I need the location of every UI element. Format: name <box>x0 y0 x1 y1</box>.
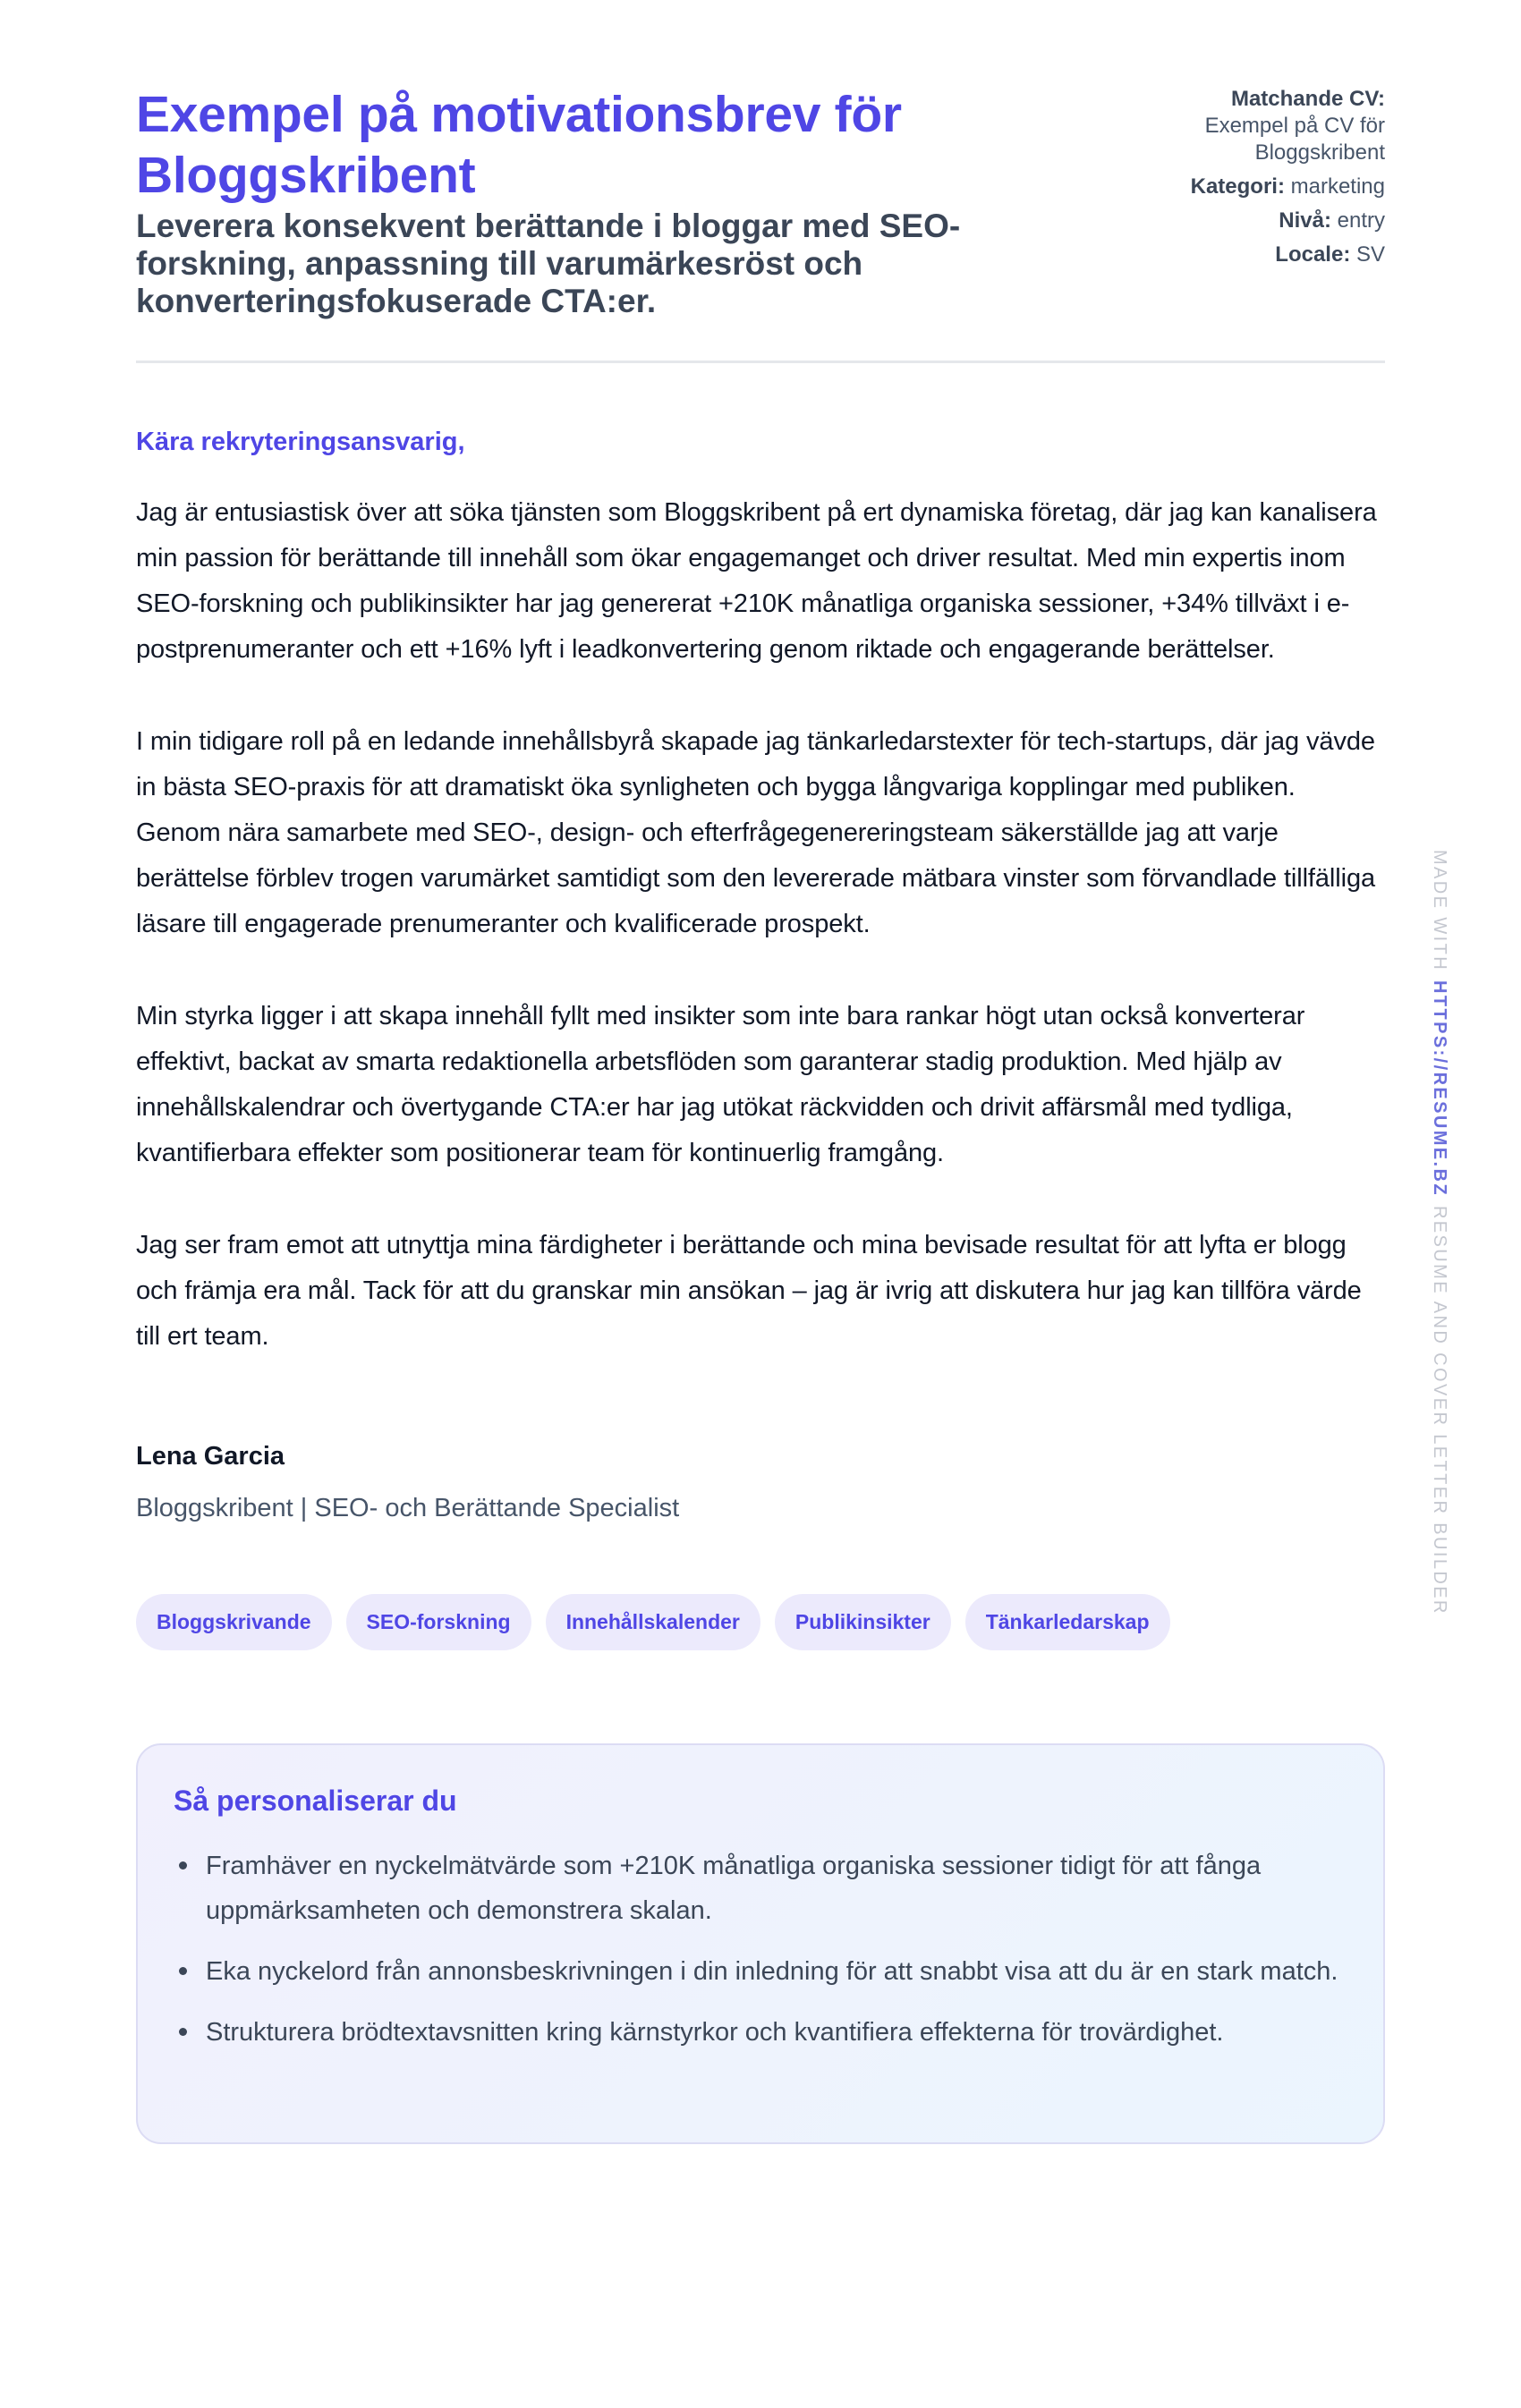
paragraph-1: Jag är entusiastisk över att söka tjänsten som Bloggskribent på ert dynamiska företag, där jag kan kanalisera min passion för berättande till innehåll som ökar engagemanget och driver resultat. Med min expertis inom SEO-forskning och publikinsikter har jag genererat +210K månatliga organiska sessioner, +34% tillväxt i e-postprenumeranter och ett +16% lyft i leadkonvertering genom riktade och engagerande berättelser. <box>136 498 1377 664</box>
tip-text: Strukturera brödtextavsnitten kring kärnstyrkor och kvantifiera effekterna för trovärdighet. <box>206 2018 1224 2047</box>
meta-level <box>1117 208 1385 234</box>
meta-category <box>1117 174 1385 200</box>
tip-item <box>174 1949 1347 1994</box>
tip-item <box>174 1844 1347 1933</box>
page-header <box>136 0 1385 363</box>
meta-locale-value: SV <box>1355 242 1385 267</box>
watermark-suffix: RESUME AND COVER LETTER BUILDER <box>1430 1205 1449 1615</box>
watermark-prefix: MADE WITH <box>1430 850 1449 972</box>
tag-innehallskalender: Innehållskalender <box>546 1594 760 1650</box>
vertical-watermark <box>1430 850 1467 1615</box>
skill-tags <box>136 1594 1385 1650</box>
tip-text: Framhäver en nyckelmätvärde som +210K månatliga organiska sessioner tidigt för att fånga uppmärksamheten och demonstrera skalan. <box>206 1852 1262 1925</box>
bullet-icon <box>179 1861 187 1870</box>
signature-name: Lena Garcia <box>136 1442 285 1471</box>
meta-matching-cv <box>1117 86 1385 166</box>
meta-locale <box>1117 242 1385 268</box>
paragraph-3: Min styrka ligger i att skapa innehåll fyllt med insikter som inte bara rankar högt utan också konverterar effektivt, backat av smarta redaktionella arbetsflöden som garanterar stadig produktion. Med hjälp av innehållskalendrar och övertygande CTA:er har jag utökat räckvidden och drivit affärsmål med tydliga, kvantifierbara effekter som positionerar team för kontinuerlig framgång. <box>136 1002 1305 1167</box>
page-title: Exempel på motivationsbrev för Bloggskribent <box>136 86 902 204</box>
title-block <box>136 84 968 320</box>
watermark-text <box>1429 850 1449 1615</box>
bullet-icon <box>179 1967 187 1975</box>
meta-locale-label: Locale: <box>1275 242 1351 267</box>
meta-level-value: entry <box>1337 208 1385 233</box>
tag-bloggskrivande: Bloggskrivande <box>136 1594 332 1650</box>
personalization-tips-box <box>136 1743 1385 2144</box>
greeting: Kära rekryteringsansvarig, <box>136 428 465 456</box>
cover-letter-page <box>136 0 1385 2144</box>
tips-title: Så personaliserar du <box>174 1785 457 1817</box>
bullet-icon <box>179 2028 187 2036</box>
tag-seo-forskning: SEO-forskning <box>346 1594 531 1650</box>
letter-body <box>136 363 1385 2144</box>
tip-item <box>174 2010 1347 2055</box>
meta-category-value: marketing <box>1290 174 1385 199</box>
signature <box>136 1438 1385 1526</box>
tag-tankarledarskap: Tänkarledarskap <box>965 1594 1170 1650</box>
watermark-link[interactable]: HTTPS://RESUME.BZ <box>1430 980 1449 1197</box>
meta-level-label: Nivå: <box>1279 208 1331 233</box>
paragraph-2: I min tidigare roll på en ledande innehållsbyrå skapade jag tänkarledarstexter för tech-startups, där jag vävde in bästa SEO-praxis för att dramatiskt öka synligheten och bygga långvariga kopplingar med publiken. Genom nära samarbete med SEO-, design- och efterfrågegenereringsteam säkerställde jag att varje berättelse förblev trogen varumärket samtidigt som den levererade mätbara vinster som förvandlade tillfälliga läsare till engagerade prenumeranter och kvalificerade prospekt. <box>136 727 1375 938</box>
tip-text: Eka nyckelord från annonsbeskrivningen i din inledning för att snabbt visa att du är en stark match. <box>206 1957 1338 1986</box>
paragraph-4: Jag ser fram emot att utnyttja mina färdigheter i berättande och mina bevisade resultat för att lyfta er blogg och främja era mål. Tack för att du granskar min ansökan – jag är ivrig att diskutera hur jag kan tillföra värde till ert team. <box>136 1231 1362 1351</box>
page-subtitle: Leverera konsekvent berättande i bloggar med SEO-forskning, anpassning till varumärkesröst och konverteringsfokuserade CTA:er. <box>136 208 961 319</box>
meta-panel <box>1117 86 1385 276</box>
meta-category-label: Kategori: <box>1190 174 1285 199</box>
tips-list <box>174 1844 1347 2055</box>
meta-matching-cv-label: Matchande CV: <box>1230 87 1385 111</box>
tag-publikinsikter: Publikinsikter <box>775 1594 951 1650</box>
meta-matching-cv-link[interactable]: Exempel på CV för Bloggskribent <box>1204 114 1385 165</box>
signature-title: Bloggskribent | SEO- och Berättande Specialist <box>136 1494 680 1522</box>
